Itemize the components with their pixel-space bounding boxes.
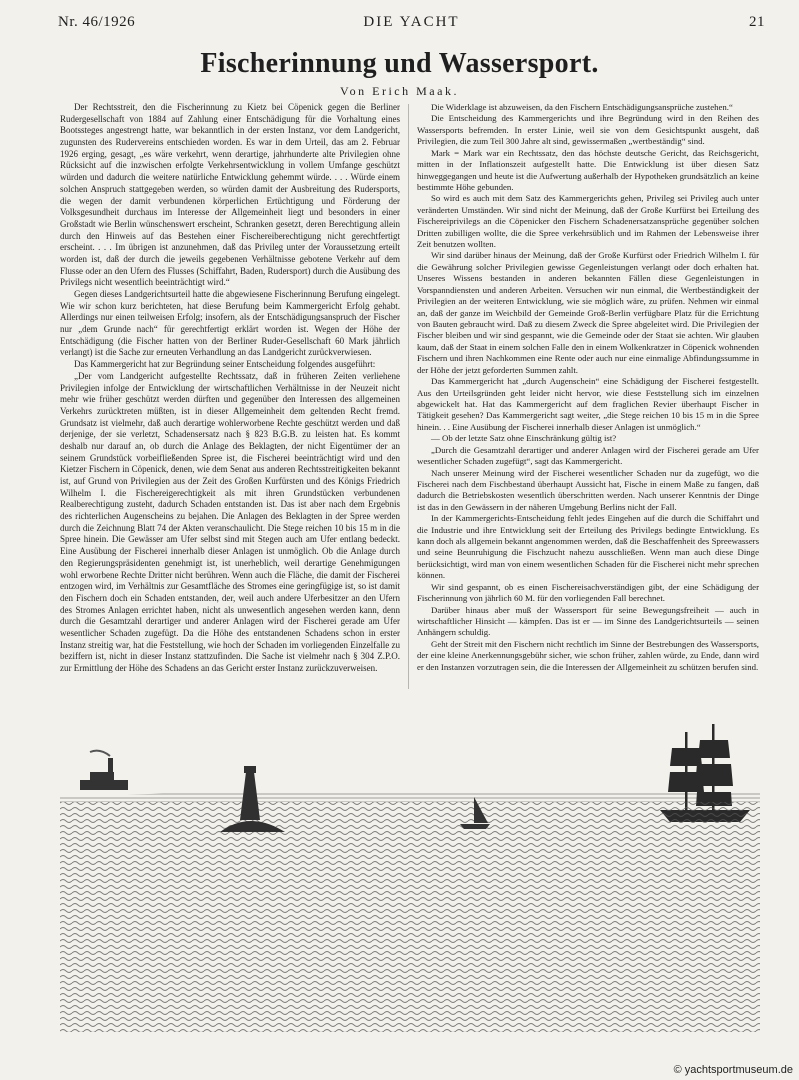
article-paragraph: Die Widerklage ist abzuweisen, da den Fischern Entschädigungsansprüche zustehen.“ [431,102,733,112]
magazine-name: DIE YACHT [363,14,460,30]
right-column [417,102,759,682]
article-paragraph: In der Kammergerichts-Entscheidung fehlt jedes Eingehen auf die durch die Schiffahrt und die Industrie und ihre Entwicklung seit der Erteilung des Privilegs bedingte Entwicklung. Es kann doch als allgemein bekannt angenommen werden, daß die Beschaffenheit des Spreewassers und seine Beunruhigung die Fischzucht nahezu ausschließen. Wenn man auch diese Dinge berücksichtigt, wird man von einem wesentlichen Schaden für die Fischerei nicht mehr sprechen können. [417,513,759,581]
article-paragraph: So wird es auch mit dem Satz des Kammergerichts gehen, Privileg sei Privileg auch unter veränderten Umständen. Wir sind nicht der Meinung, daß der Große Kurfürst bei Erteilung des Fischereiprivilegs an die Cöpenicker den Fischern Schadenersatzansprüche gegenüber solchen Dritten zubilligen wollte, die die Spree verkehrsüblich und im Rahmen der Lebensweise ihrer Zeit benutzen wollten. [417,193,759,250]
article-paragraph: Geht der Streit mit den Fischern nicht rechtlich im Sinne der Bestrebungen des Wassersports, der eine kleine Anerkennungsgebühr sicher, wie schon früher, zahlen würde, zu Ende, dann wird er den Instanzen vorzutragen sein, die die Interessen der Allgemeinheit zu schützen berufen sind. [417,638,759,672]
article-paragraph: Gegen dieses Landgerichtsurteil hatte die abgewiesene Fischerinnung Berufung eingelegt. Wie wir schon kurz berichteten, hat diese Berufung beim Kammergericht Erfolg gehabt. Allerdings nur einen teilweisen Erfolg; insofern, als der Entschädigungsanspruch der Fischer nur „dem Grunde nach“ für gerechtfertigt erklärt worden ist. Wegen der Höhe der Entschädigung (die Fischer hatten von der Berliner Ruder-Gesellschaft 60 Mark jährlich verlangt) ist die Sache zur erneuten Verhandlung an das Landgericht zurückverwiesen. [60,289,400,358]
article-title: Fischerinnung und Wassersport. [200,48,599,79]
harbor-illustration [60,692,760,1032]
column-divider [408,104,409,689]
article-byline: Von Erich Maak. [340,84,459,98]
left-column [60,102,400,682]
article-paragraph: Der Rechtsstreit, den die Fischerinnung zu Kietz bei Cöpenick gegen die Berliner Rudergesellschaft von 1884 auf Zahlung einer Entschädigung für die Vorhaltung eines Bootssteges angestrengt hatte, war bekanntlich in der ersten Instanz, vor dem Landgericht, zugunsten des Rudervereins entschieden worden. Es war in dem Urteil, das am 2. Februar 1926 erging, gesagt, „es wäre verkehrt, wenn derartige, jahrhunderte alte Privilegien ohne Rücksicht auf die inzwischen erfolgte Verkehrsentwicklung in vollem Umfange geschützt würden und dadurch die weitere natürliche Entwicklung gehemmt würde. . . . Würde einem solchen Anspruch stattgegeben werden, so würden damit der Ausbreitung des Rudersports, die wegen der damit verbundenen körperlichen Ertüchtigung und Förderung der Volksgesundheit durchaus im Interesse der Allgemeinheit liegt und besonders in einer Großstadt wie Berlin wünschenswert erscheint, Schranken gesetzt, deren Berechtigung allein durch den Hinweis auf das Bestehen einer Fischereiberechtigung nicht gerechtfertigt erscheint. . . . Im übrigen ist anzunehmen, daß das Privileg unter der Voraussetzung erteilt worden ist, daß der durch die jeweils gegebenen Verhältnisse gebotene Verkehr auf dem Flusse oder an den Ufern des Flusses (Schiffahrt, Baden, Rudersport) durch die Ausübung des Privilegs nicht wesentlich beeinträchtigt wird.“ [60,102,400,288]
article-paragraph: Wir sind darüber hinaus der Meinung, daß der Große Kurfürst oder Friedrich Wilhelm I. für die Gewährung solcher Privilegien gewisse Gegenleistungen verlangt oder doch erhalten hat. Unseres Wissens bestanden in anderen bekannten Fällen diese Gegenleistungen in Vorspanndiensten und anderen Arbeiten. Versuchen wir nun einmal, die Wertbeständigkeit der Privilegien an der weiteren Entwicklung, wie sie möglich wäre, zu prüfen. Nehmen wir einmal an, daß der ganze im Weichbild der Gemeinde Groß-Berlin verfügbare Platz für die Errichtung von Bauten gebraucht wird. Daß zu diesem Zweck die Spree abgeleitet wird. Die Privilegien der Fischer bleiben und wir sind gespannt, wie die Gemeinde oder der Staat sie achten. Wir glauben kaum, daß der Staat in einem solchen Falle den in einem Wolkenkratzer in Cöpenick wohnenden Fischern und ihren Nachkommen eine Rente oder auch nur eine einmalige Abfindungssumme in der Höhe der jetzt geforderten Summen zahlt. [417,250,759,375]
article-paragraph: „Durch die Gesamtzahl derartiger und anderer Anlagen wird der Fischerei gerade am Ufer wesentlicher Schaden zugefügt“, sagt das Kammergericht. [417,444,759,467]
article-paragraph: Mark = Mark war ein Rechtssatz, den das höchste deutsche Gericht, das Reichsgericht, mitten in der Inflationszeit aufgestellt hatte. Die Entwicklung ist über diesen Satz hinweggegangen und heute ist die Aufwertung außerhalb der Hypotheken grundsätzlich an keine bestimmte Höhe gebunden. [417,147,759,192]
copyright-notice: © yachtsportmuseum.de [673,1064,793,1076]
article-paragraph: — Ob der letzte Satz ohne Einschränkung gültig ist? [431,433,617,444]
article-paragraph: Nach unserer Meinung wird der Fischerei wesentlicher Schaden nur da zugefügt, wo die Fischerei nach dem Fischbestand überhaupt Aussicht hat, Fische in einem Maße zu fangen, daß dadurch die Betriebskosten wesentlich überschritten werden. Nach unserer Kenntnis der Dinge ist das in den Gewässern in der näheren Umgebung Berlins nicht der Fall. [417,467,759,512]
water [60,802,760,1032]
article-paragraph: „Der vom Landgericht aufgestellte Rechtssatz, daß in früheren Zeiten verliehene Privilegien infolge der Entwicklung der wirtschaftlichen Verhältnisse in der Neuzeit nicht mehr wie früher geschützt werden dürften und gegenüber den Interessen des allgemeinen Verkehrs zurücktreten müßten, ist in dieser Allgemeinheit dem geltenden Recht fremd. Grundsatz ist vielmehr, daß auch derartige wohlerworbene Rechte geschützt werden und daß derjenige, der sie verletzt, Schadensersatz nach § 823 B.G.B. zu leisten hat. Es kommt deshalb nur darauf an, ob durch die Anlage des Beklagten, der nicht Eigentümer der an seinem Grundstück vorbeifließenden Spree ist, die Fischerei beeinträchtigt wird und den Kietzer Fischern in Cöpenick, denen, wie dem Senat aus anderen Rechtsstreitigkeiten bekannt ist, auf Grund von Privilegien aus der Zeit des Großen Kurfürsten und des Königs Friedrich Wilhelm I. die Fischereigerechtigkeit als mit ihren Grundstücken verbundenen Realberechtigung zusteht, dadurch Schaden entstanden ist. Das ist aber nach dem Ergebnis des richterlichen Augenscheins zu bejahen. Die Anlagen des Beklagten in der Spree werden durch die Zeichnung Blatt 74 der Akten veranschaulicht. Die Stege reichen 10 bis 15 m in die Spree hinein. Die Gewässer am Ufer selbst sind mit Stegen auch am Ufer entlang bedeckt. Eine Ausübung der Fischerei innerhalb dieser Anlagen ist unmöglich. Ob die Anlage durch den Regierungspräsidenten genehmigt ist, ist unerheblich, weil derartige Genehmigungen wohl erworbene Rechte Dritter nicht berühren. Wenn auch die Fläche, die damit der Fischerei entzogen wird, im Verhältnis zur Gesamtfläche des Stromes eine geringfügige ist, so ist damit den Fischern doch ein Schaden entstanden, der, weil auch andere Uferbesitzer an den Ufern des Stromes Anlagen errichtet haben, nicht als unwesentlich angesehen werden kann, denn durch die Gesamtzahl derartiger und anderer Anlagen wird der Fischerei gerade am Ufer wesentlicher Schaden zugefügt. Da die Höhe des entstandenen Schadens schon in erster Instanz streitig war, hat die Feststellung, wie hoch der Schaden im vorliegenden Einzelfalle zu beziffern ist, nicht in dieser Instanz stattzufinden. Die Sache ist vielmehr nach § 304 Z.P.O. zur Ermittlung der Höhe des Schadens an das Gericht erster Instanz zurückzuverweisen. [60,370,400,673]
article-paragraph: Darüber hinaus aber muß der Wassersport für seine Bewegungsfreiheit — auch in wirtschaftlicher Hinsicht — kämpfen. Das ist er — im Sinne des Landgerichtsurteils — seinen Anhängern schuldig. [417,604,759,638]
page-number: 21 [749,14,765,30]
article-paragraph: Das Kammergericht hat zur Begründung seiner Entscheidung folgendes ausgeführt: [74,359,376,370]
article-paragraph: Die Entscheidung des Kammergerichts und ihre Begründung wird in den Reihen des Wassersports befremden. In erster Linie, weil sie von dem Gesichtspunkt ausgeht, daß Privilegien, die zum Teil 300 Jahre alt sind, gewissermaßen „wertbeständig“ sind. [417,113,759,147]
issue-number: Nr. 46/1926 [58,14,136,30]
distant-shore [60,791,760,802]
article-paragraph: Wir sind gespannt, ob es einen Fischereisachverständigen gibt, der eine Schädigung der Fischerinnung von jährlich 60 M. für den vorliegenden Fall berechnet. [417,581,759,604]
running-head [58,14,765,34]
article-paragraph: Das Kammergericht hat „durch Augenschein“ eine Schädigung der Fischerei festgestellt. Aus den Urteilsgründen geht leider nicht hervor, wie diese Feststellung sich im einzelnen abgewickelt hat. Hat das Kammergericht auf dem fraglichen Revier überhaupt Fischer in Tätigkeit gesehen? Das Kammergericht sagt weiter, „die Stege reichen 10 bis 15 m in die Spree hinein. . . Eine Ausübung der Fischerei innerhalb dieser Anlagen ist unmöglich.“ [417,376,759,432]
sky [60,692,760,792]
